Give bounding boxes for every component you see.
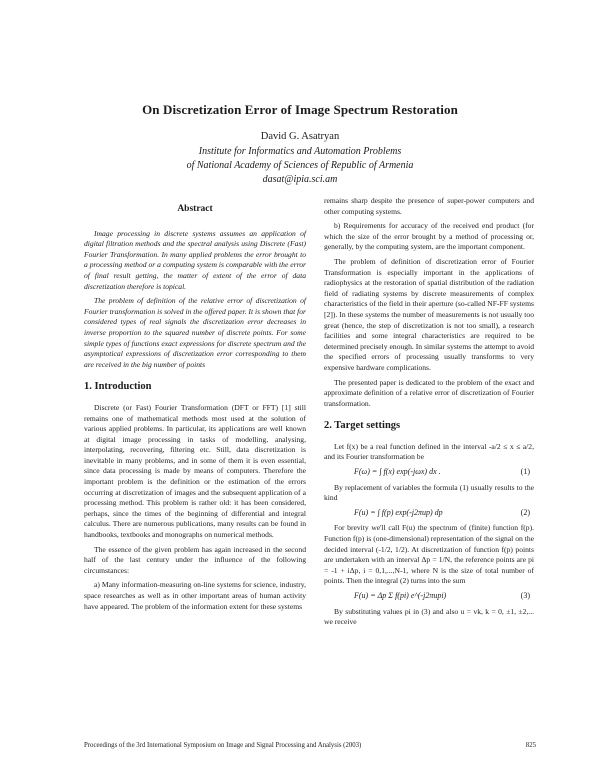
equation-number: (3) — [520, 591, 530, 600]
abstract-body — [84, 229, 306, 371]
equation-expression: F(ω) = ∫ f(x) exp(-jωx) dx . — [354, 467, 441, 477]
affiliation-line-1: Institute for Informatics and Automation Problems — [198, 146, 402, 157]
body-paragraph: Let f(x) be a real function defined in the interval -a/2 ≤ x ≤ a/2, and its Fourier transformation be — [324, 441, 534, 462]
abstract-heading: Abstract — [177, 204, 213, 214]
body-paragraph: The problem of definition of discretization error of Fourier Transformation is especially important in the applications of radiophysics at the restoration of spatial distribution of the radiation field of radiating systems by discrete measurements of complex characteristics of the field in their aperture (so-called NF-FF systems [2]). In these systems the number of measurements is not usually too great (hence, the step of discretization is not too small), a research facilities and some integral characteristics are required to be determined precisely enough. In similar systems the attempt to avoid the specified errors of processing usually transforms to very expensive hardware complications. — [324, 256, 534, 372]
body-paragraph: By replacement of variables the formula (1) usually results to the kind — [324, 482, 534, 503]
equation-2 — [324, 508, 534, 519]
author-email: dasat@ipia.sci.am — [262, 174, 338, 185]
section-heading-target-settings: 2. Target settings — [324, 420, 401, 432]
equation-1 — [324, 467, 534, 478]
footer-proceedings: Proceedings of the 3rd International Symposium on Image and Signal Processing and Analysis (2003) — [84, 742, 362, 749]
equation-number: (1) — [520, 467, 530, 477]
equation-expression: F(u) = ∫ f(p) exp(-j2πup) dp — [354, 507, 443, 517]
equation-expression: F(u) = Δp Σ f(pi) e^(-j2πupi) — [354, 591, 447, 600]
equation-3 — [324, 591, 534, 602]
section-heading-introduction: 1. Introduction — [84, 381, 152, 393]
body-paragraph: remains sharp despite the presence of super-power computers and other computing systems. — [324, 196, 534, 216]
paper-title: On Discretization Error of Image Spectrum Restoration — [142, 102, 458, 117]
body-paragraph: By substituting values pi in (3) and also u = vk, k = 0, ±1, ±2,... we receive — [324, 606, 534, 627]
body-paragraph: The essence of the given problem has again increased in the second half of the last century under the influence of the following circumstances: — [84, 544, 306, 575]
body-paragraph: Discrete (or Fast) Fourier Transformation (DFT or FFT) [1] still remains one of mathematical methods most used at the solution of various applied problems. In particular, its applications are well known at digital image processing in tasks of modelling, analysing, interpolating, recovering, filtering etc. Still, data discretization is inevitable in many problems, and in some of them it is even essential, since data processing is made by means of computers. Therefore the important problem is the definition or the estimation of the errors occurring at discretization of images and the subsequent application of a processing method. This problem is rather old: it has been considered, perhaps, since the times of the beginning of differential and integral calculus. There are numerous publications, many results can be found in handbooks, textbooks and monographs on numerical methods. — [84, 402, 306, 540]
affiliation-line-2: of National Academy of Sciences of Republic of Armenia — [186, 160, 414, 171]
page-number: 825 — [525, 742, 536, 749]
body-paragraph: b) Requirements for accuracy of the received end product (for which the size of the error brought by a method of processing or, generally, by the computing system, are the important component. — [324, 221, 534, 252]
body-paragraph: a) Many information-measuring on-line systems for science, industry, space researches as well as in other important areas of human activity have appeared. The problem of the information extent for these systems — [84, 580, 306, 611]
abstract-paragraph: Image processing in discrete systems assumes an application of digital filtration methods and the spectral analysis using Discrete (Fast) Fourier Transformation. In many applied problems the error brought to a processing method or a computing system is comparable with the error of final result getting, the matter of extent of the error of data discretization therefore is topical. — [84, 228, 306, 291]
page-footer — [84, 742, 536, 749]
right-column — [324, 196, 534, 632]
left-column — [84, 200, 306, 616]
affiliation-block — [0, 145, 600, 187]
equation-number: (2) — [520, 507, 530, 517]
body-paragraph: For brevity we'll call F(u) the spectrum of (finite) function f(p). Function f(p) is (one-dimensional) representation of the signal on the decided interval (-1/2, 1/2). At discretization of function f(p) points are undertaken with an interval Δp = 1/N, the reference points are pi = -1 + iΔp, i = 0,1,...,N-1, where N is the size of total number of points. Then the integral (2) turns into the sum — [324, 523, 534, 586]
body-paragraph: The presented paper is dedicated to the problem of the exact and approximate definition of a relative error of discretization of Fourier transformation. — [324, 377, 534, 408]
author-name: David G. Asatryan — [260, 131, 340, 142]
abstract-paragraph: The problem of definition of the relative error of discretization of Fourier transformation is solved in the offered paper. It is shown that for considered types of real signals the discretization error decreases in inverse proportion to the squared number of discrete points. For some simple types of functions exact expressions for discrete spectrum and the asymptotical expressions of discretization error corresponding to them are received in the big number of points — [84, 296, 306, 369]
